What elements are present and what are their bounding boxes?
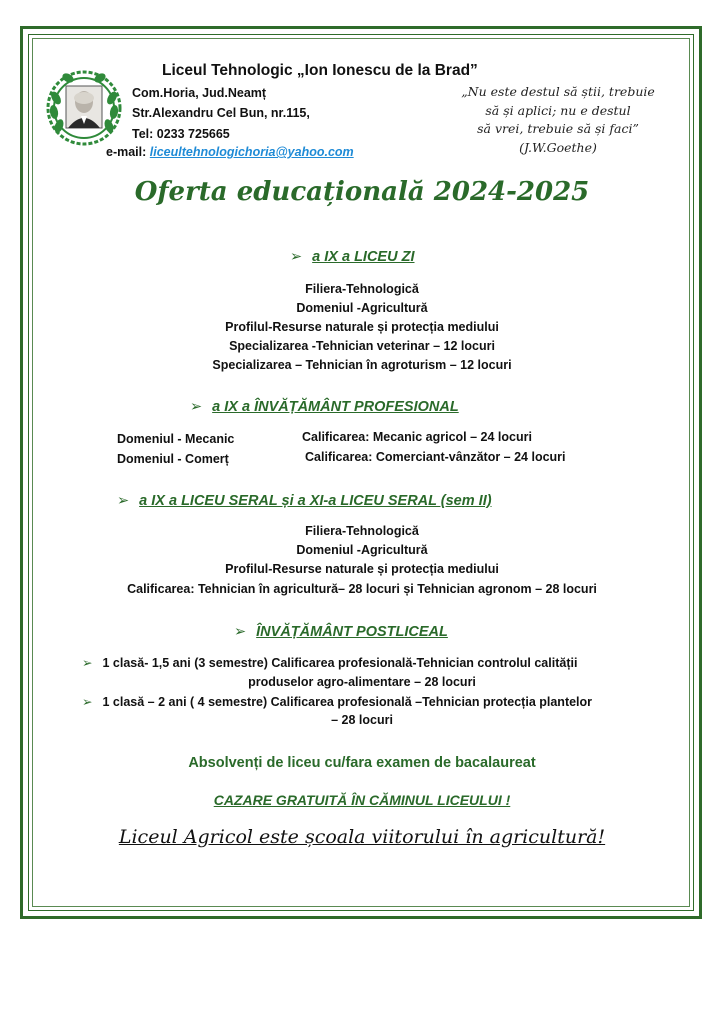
s3-line: Filiera-Tehnologică bbox=[305, 524, 419, 538]
arrow-bullet-icon: ➢ bbox=[117, 493, 130, 509]
quote-line-2: să și aplici; nu e destul bbox=[485, 103, 631, 118]
email-link[interactable]: liceultehnologichoria@yahoo.com bbox=[149, 145, 354, 159]
address-line-1: Com.Horia, Jud.Neamț bbox=[132, 86, 267, 100]
arrow-bullet-icon: ➢ bbox=[190, 399, 203, 415]
quote-line-1: „Nu este destul să știi, trebuie bbox=[461, 84, 655, 99]
s1-line: Specializarea -Tehnician veterinar – 12 locuri bbox=[229, 339, 495, 353]
free-housing-note: CAZARE GRATUITĂ ÎN CĂMINUL LICEULUI ! bbox=[213, 792, 511, 808]
s1-line: Profilul-Resurse naturale și protecția mediului bbox=[225, 320, 499, 334]
quote-author: (J.W.Goethe) bbox=[519, 140, 597, 155]
address-line-2: Str.Alexandru Cel Bun, nr.115, bbox=[132, 106, 310, 120]
qualification-mecanic: Calificarea: Mecanic agricol – 24 locuri bbox=[302, 430, 532, 444]
s3-line: Domeniul -Agricultură bbox=[296, 543, 428, 557]
phone-number: Tel: 0233 725665 bbox=[132, 127, 230, 141]
postliceal-item bbox=[82, 655, 577, 670]
section-liceu-zi-heading bbox=[290, 249, 415, 265]
arrow-bullet-icon: ➢ bbox=[290, 249, 303, 265]
graduates-note: Absolvenți de liceu cu/fara examen de bacalaureat bbox=[188, 755, 536, 771]
page-frame bbox=[20, 26, 702, 919]
domain-comert: Domeniul - Comerț bbox=[117, 452, 229, 466]
postliceal-item-text: 1 clasă- 1,5 ani (3 semestre) Calificarea profesională-Tehnician controlul calității bbox=[102, 656, 578, 670]
page-title: Oferta educațională 2024-2025 bbox=[134, 177, 590, 207]
school-logo bbox=[44, 68, 124, 148]
s1-line: Domeniul -Agricultură bbox=[296, 301, 428, 315]
s1-line: Specializarea – Tehnician în agroturism – 12 locuri bbox=[212, 358, 512, 372]
s3-line: Calificarea: Tehnician în agricultură– 28 locuri și Tehnician agronom – 28 locuri bbox=[127, 582, 597, 596]
arrow-bullet-icon: ➢ bbox=[82, 656, 93, 670]
email-label: e-mail: bbox=[106, 145, 147, 159]
section-heading-text: a IX a LICEU ZI bbox=[312, 249, 415, 265]
s1-line: Filiera-Tehnologică bbox=[305, 282, 419, 296]
qualification-comert: Calificarea: Comerciant-vânzător – 24 locuri bbox=[305, 450, 566, 464]
section-profesional-heading bbox=[190, 399, 459, 415]
postliceal-item-continuation: produselor agro-alimentare – 28 locuri bbox=[248, 675, 476, 689]
school-motto: Liceul Agricol este școala viitorului în agricultură! bbox=[118, 826, 606, 848]
page-frame-inner-2 bbox=[32, 38, 690, 907]
postliceal-item-continuation: – 28 locuri bbox=[331, 713, 393, 727]
arrow-bullet-icon: ➢ bbox=[82, 695, 93, 709]
section-seral-heading bbox=[117, 493, 492, 509]
section-heading-text: ÎNVĂȚĂMÂNT POSTLICEAL bbox=[256, 624, 448, 640]
domain-mecanic: Domeniul - Mecanic bbox=[117, 432, 235, 446]
section-heading-text: a IX a ÎNVĂȚĂMÂNT PROFESIONAL bbox=[212, 399, 459, 415]
section-postliceal-heading bbox=[234, 624, 448, 640]
s3-line: Profilul-Resurse naturale și protecția mediului bbox=[225, 562, 499, 576]
section-heading-text: a IX a LICEU SERAL și a XI-a LICEU SERAL (sem II) bbox=[139, 493, 492, 509]
arrow-bullet-icon: ➢ bbox=[234, 624, 247, 640]
quote-line-3: să vrei, trebuie să și faci” bbox=[477, 121, 639, 136]
school-name: Liceul Tehnologic „Ion Ionescu de la Brad” bbox=[162, 62, 478, 79]
postliceal-item bbox=[82, 694, 592, 709]
email-row bbox=[106, 145, 354, 159]
postliceal-item-text: 1 clasă – 2 ani ( 4 semestre) Calificarea profesională –Tehnician protecția plantelor bbox=[102, 695, 593, 709]
